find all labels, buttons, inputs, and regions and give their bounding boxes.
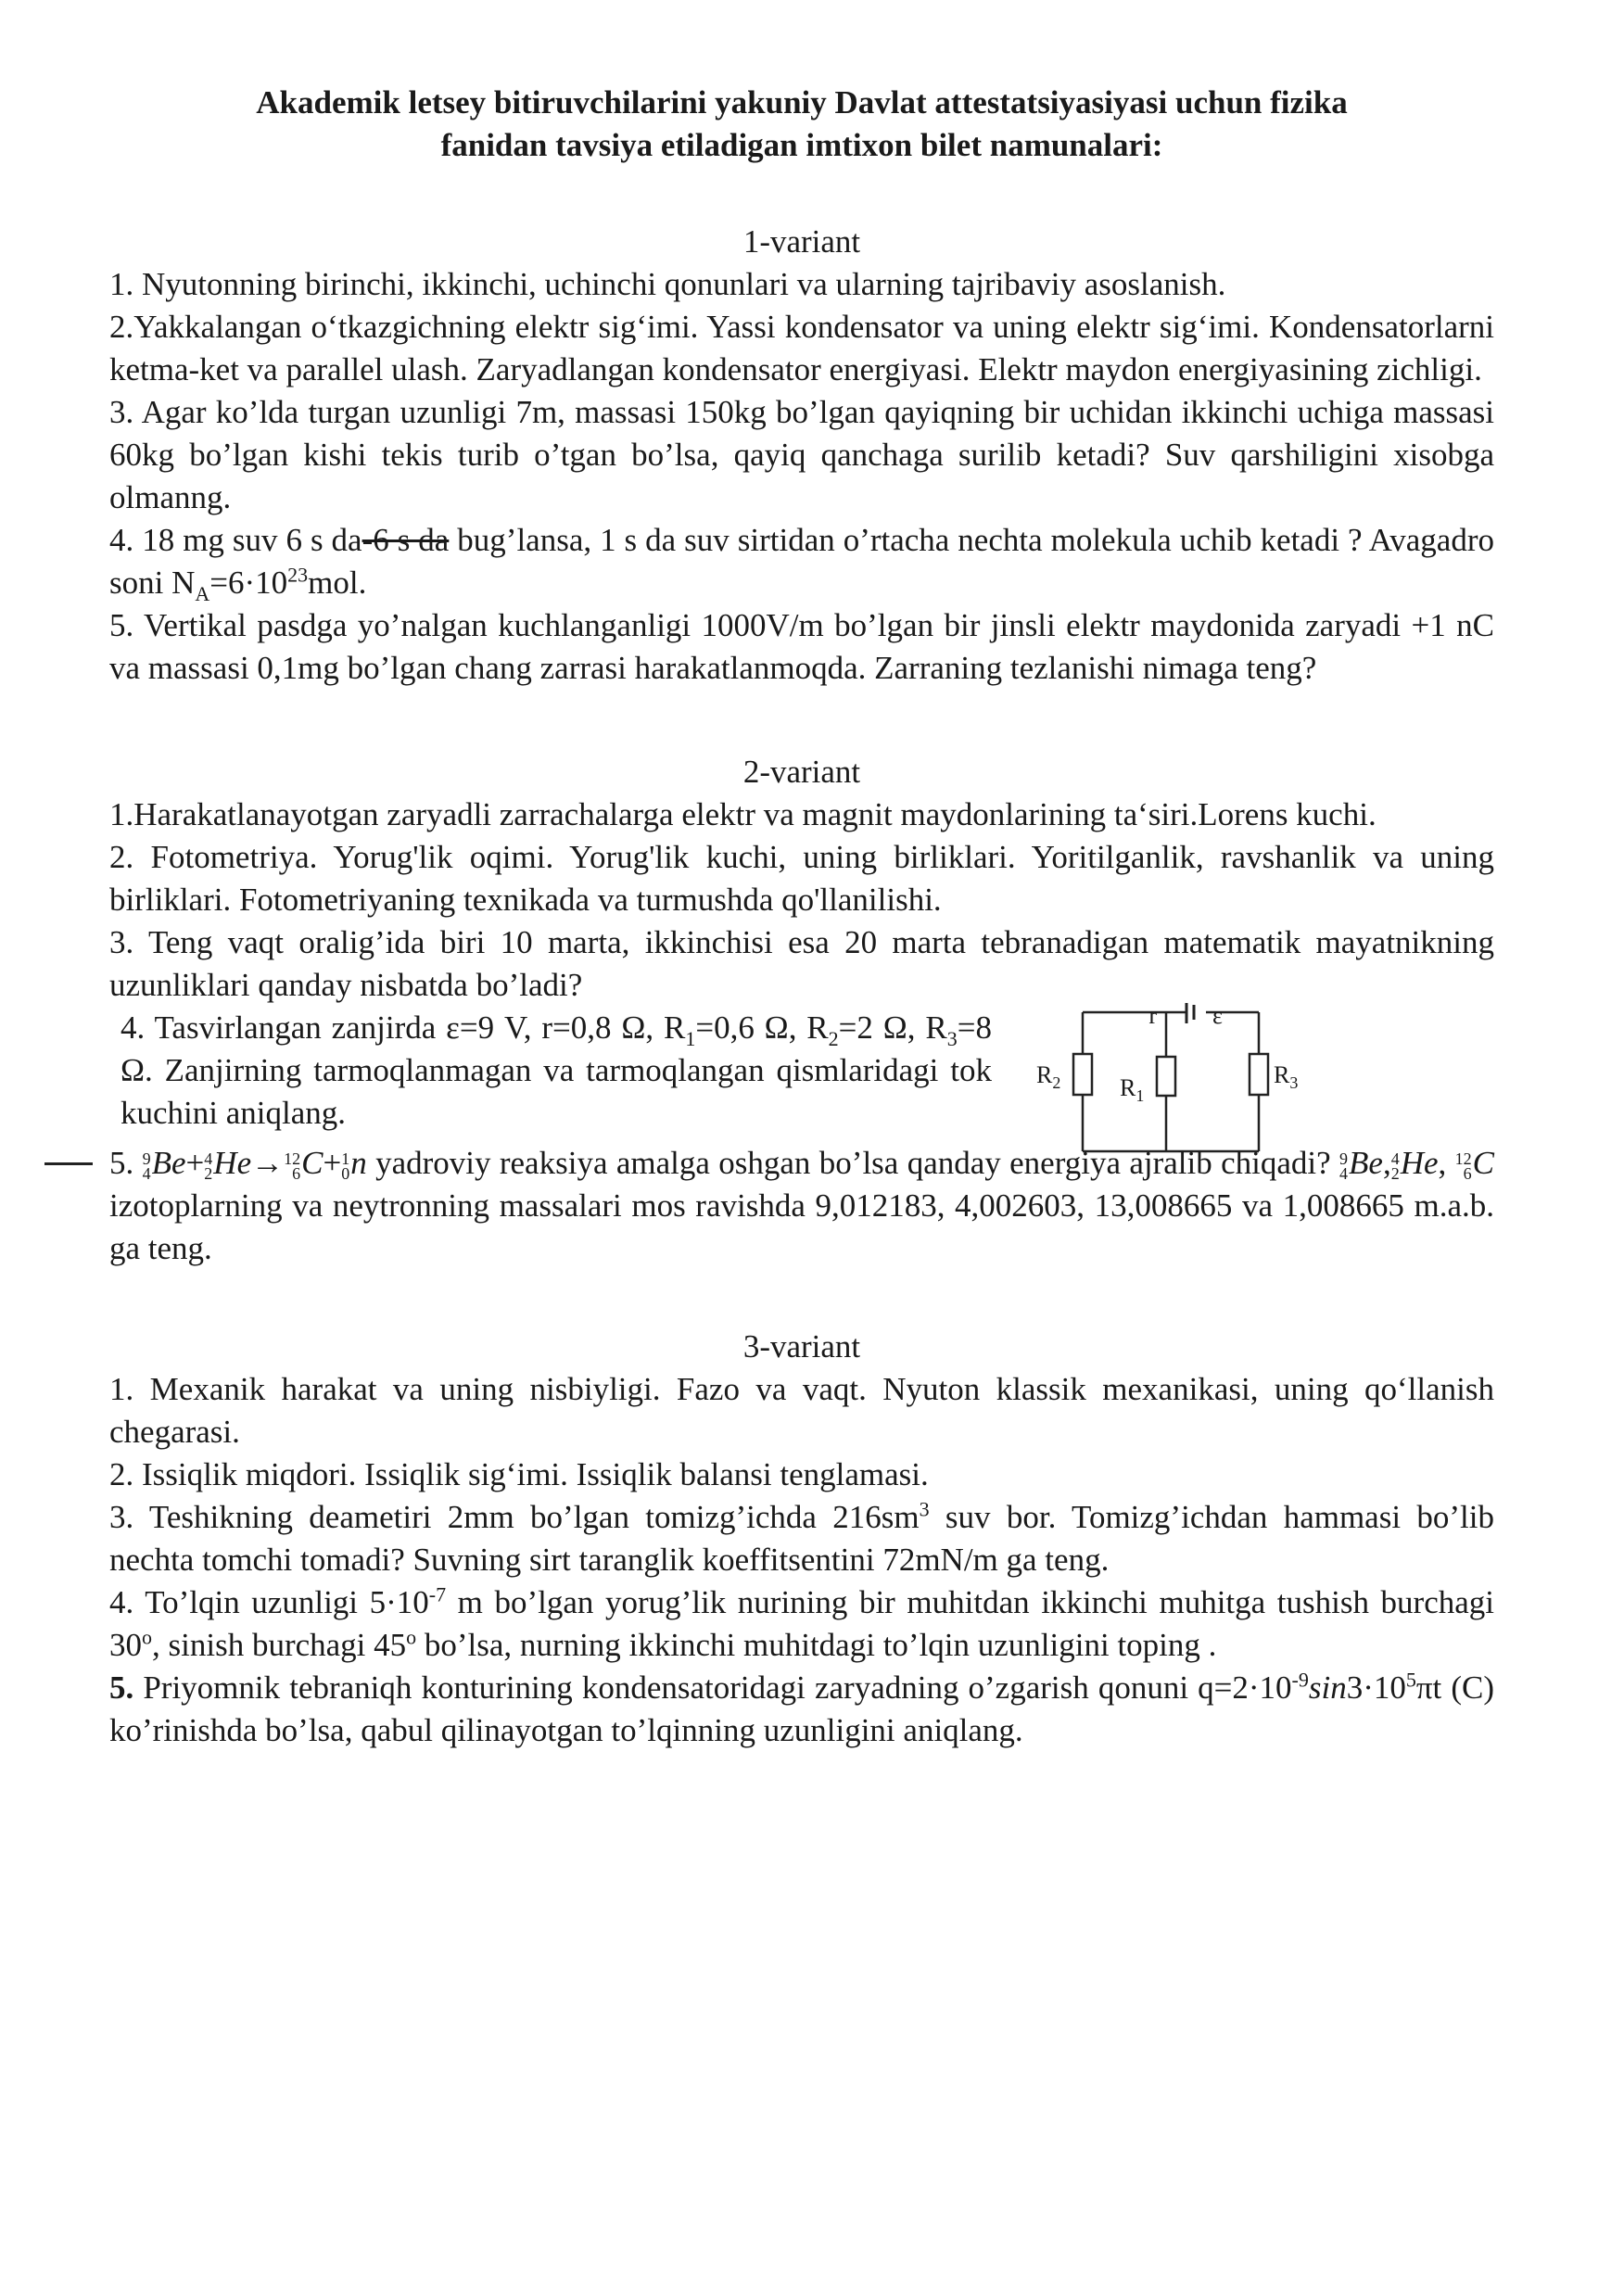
resistor-r1: [1157, 1057, 1175, 1096]
circuit-diagram: [1027, 1003, 1333, 1161]
resistor-r2: [1073, 1054, 1092, 1095]
v3-question-1: 1. Mexanik harakat va uning nisbiyligi. Fazo va vaqt. Nyuton klassik mexanikasi, uning qo‘llanish chegarasi.: [109, 1371, 1494, 1450]
v2-question-5: 5. 9 4 Be+ 4 2 He→ 12 6 C+ 1 0 n yadroviy reaksiya amalga oshgan bo’lsa qanday energiya ajralib chiqadi? 9 4 Be, 4 2 He, 12 6 C izotoplarning va neytronning massalari mos ravishda 9,012183, 4,002603, 13,008665 va 1,008665 m.a.b. ga teng.: [109, 1145, 1495, 1266]
variant-1-heading: 1-variant: [742, 223, 861, 260]
v2-question-5-wrap: [109, 1142, 1494, 1270]
variant-2: [109, 751, 1494, 1270]
v1-question-1: 1. Nyutonning birinchi, ikkinchi, uchinchi qonunlari va ularning tajribaviy asoslanish.: [109, 266, 1226, 302]
title-line-2: fanidan tavsiya etiladigan imtixon bilet namunalari:: [440, 127, 1163, 163]
v1-question-2: 2.Yakkalangan o‘tkazgichning elektr sig‘imi. Yassi kondensator va uning elektr sig‘imi. Kondensatorlarni ketma-ket va parallel ulash. Zaryadlangan kondensator energiyasi. Elektr maydon energiyasining zichligi.: [109, 309, 1494, 387]
label-r3: $R_3$: [1274, 1061, 1299, 1092]
margin-dash: [44, 1162, 93, 1165]
resistor-r3: [1250, 1054, 1268, 1095]
v2-question-3: 3. Teng vaqt oralig’ida biri 10 marta, ikkinchisi esa 20 marta tebranadigan matematik mayatnikning uzunliklari qanday nisbatda bo’ladi?: [109, 924, 1494, 1003]
document-title: [109, 82, 1494, 167]
document-page: [109, 82, 1494, 1752]
v1-question-4: 4. 18 mg suv 6 s da-6 s da bug’lansa, 1 s da suv sirtidan o’rtacha nechta molekula uchib ketadi ? Avagadro soni $N_A=6\cdot 10^{23}mol$.: [109, 522, 1495, 605]
v2-question-4-row: [109, 1003, 1494, 1142]
v3-question-2: 2. Issiqlik miqdori. Issiqlik sig‘imi. Issiqlik balansi tenglamasi.: [109, 1456, 929, 1492]
struck-text: -6 s da: [362, 522, 450, 558]
v1-question-3: 3. Agar ko’lda turgan uzunligi 7m, massasi 150kg bo’lgan qayiqning bir uchidan ikkinchi uchiga massasi 60kg bo’lgan kishi tekis turib o’tgan bo’lsa, qayiq qanchaga surilib ketadi? Suv qarshiligini xisobga olmanng.: [109, 394, 1494, 515]
variant-3-heading: 3-variant: [742, 1328, 861, 1365]
title-line-1: Akademik letsey bitiruvchilarini yakuniy Davlat attestatsiyasiyasi uchun fizika: [256, 84, 1348, 121]
variant-3: [109, 1326, 1494, 1752]
variant-1: [109, 221, 1494, 690]
v3-question-5: 5. Priyomnik tebraniqh konturining kondensatoridagi zaryadning o’zgarish qonuni $q=2\cdot 10^{-9}\sin 3\cdot 10^5\pi t$ (C) ko’rinishda bo’lsa, qabul qilinayotgan to’lqinning uzunligini aniqlang.: [109, 1668, 1494, 1748]
v1-question-5: 5. Vertikal pasdga yo’nalgan kuchlanganligi 1000V/m bo’lgan bir jinsli elektr maydonida zaryadi +1 nC va massasi 0,1mg bo’lgan chang zarrasi harakatlanmoqda. Zarraning tezlanishi nimaga teng?: [109, 607, 1494, 686]
variant-2-heading: 2-variant: [742, 754, 861, 790]
v2-question-1: 1.Harakatlanayotgan zaryadli zarrachalarga elektr va magnit maydonlarining ta‘siri.Lorens kuchi.: [109, 796, 1377, 832]
v3-question-4: 4. To’lqin uzunligi $5\cdot 10^{-7}$ m bo’lgan yorug’lik nurining bir muhitdan ikkinchi muhitga tushish burchagi 30$^o$, sinish burchagi 45$^o$ bo’lsa, nurning ikkinchi muhitdagi to’lqin uzunligini toping .: [109, 1582, 1494, 1663]
label-r: r: [1148, 1003, 1157, 1029]
label-r2: $R_2$: [1036, 1061, 1061, 1092]
v3-question-3: 3. Teshikning deametiri 2mm bo’lgan tomizg’ichda $216sm^3$ suv bor. Tomizg’ichdan hammasi bo’lib nechta tomchi tomadi? Suvning sirt taranglik koeffitsentini 72mN/m ga teng.: [109, 1497, 1494, 1578]
v2-question-4: 4. Tasvirlangan zanjirda ε=9 V, r=0,8 Ω, $R_1=0,6$ Ω, $R_2=2$ Ω, $R_3=8$ Ω. Zanjirning tarmoqlanmagan va tarmoqlangan qismlaridagi tok kuchini aniqlang.: [121, 1009, 992, 1131]
label-r1: $R_1$: [1120, 1074, 1145, 1105]
label-emf: ε: [1212, 1003, 1223, 1029]
v2-question-2: 2. Fotometriya. Yorug'lik oqimi. Yorug'lik kuchi, uning birliklari. Yoritilganlik, ravshanlik va uning birliklari. Fotometriyaning texnikada va turmushda qo'llanilishi.: [109, 839, 1494, 918]
